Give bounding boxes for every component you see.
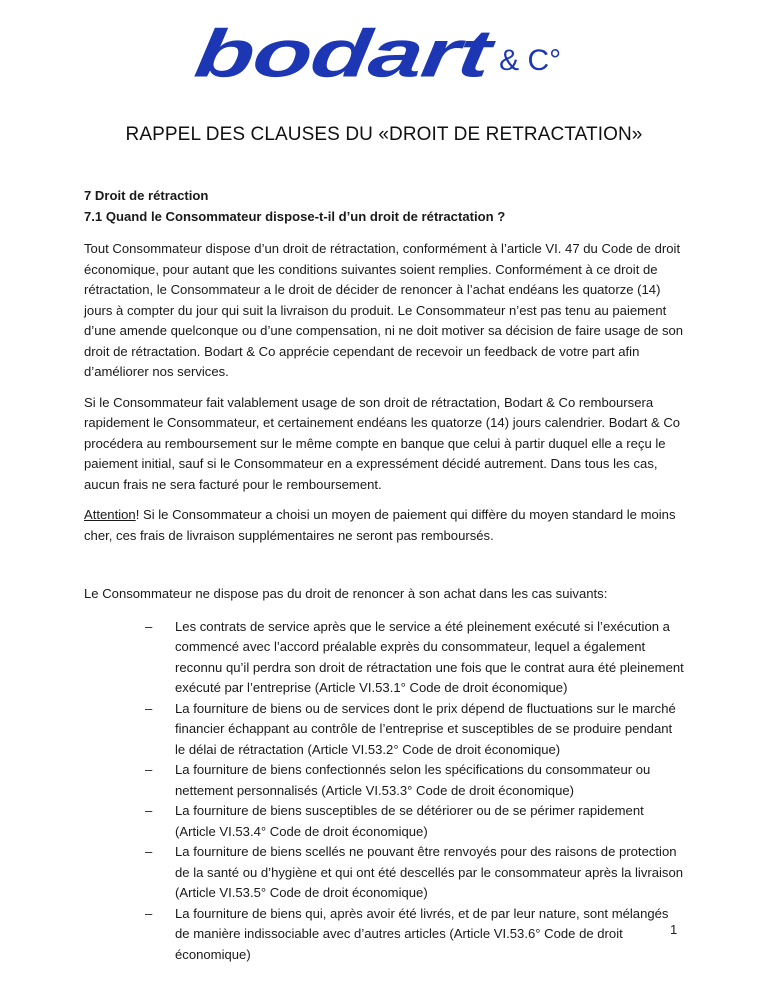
dash-bullet-icon: – <box>145 844 153 859</box>
exclusions-intro: Le Consommateur ne dispose pas du droit de renoncer à son achat dans les cas suivants: <box>84 586 608 601</box>
list-item: – La fourniture de biens qui, après avoir été livrés, et de par leur nature, sont mélangés de manière indissociable avec d’autres articles (Article VI.53.6° Code de droit économique) <box>145 905 669 962</box>
attention-note <box>84 505 684 546</box>
dash-bullet-icon: – <box>145 905 153 921</box>
attention-label: Attention <box>84 507 136 522</box>
list-item: – La fourniture de biens ou de services dont le prix dépend de fluctuations sur le marché financier échappant au contrôle de l’entreprise et susceptibles de se produire pendant le délai de rétractation (Article VI.53.2° Code de droit économique) <box>145 700 676 757</box>
logo-suffix: & C° <box>499 44 562 77</box>
document-body <box>84 186 684 965</box>
list-item: – La fourniture de biens confectionnés selon les spécifications du consommateur ou nettement personnalisés (Article VI.53.3° Code de droit économique) <box>145 762 651 798</box>
company-logo <box>190 10 562 92</box>
attention-text: ! Si le Consommateur a choisi un moyen de paiement qui diffère du moyen standard le moins cher, ces frais de livraison supplémentaires ne seront pas remboursés. <box>84 507 676 543</box>
paragraph-right-of-withdrawal: Tout Consommateur dispose d’un droit de rétractation, conformément à l’article VI. 47 du Code de droit économique, pour autant que les conditions suivantes soient remplies. Conformément à ce droit de rétractation, le Consommateur a le droit de décider de renoncer à l’achat endéans les quatorze (14) jours à compter du jour qui suit la livraison du produit. Le Consommateur n’est pas tenu au paiement d’une amende quelconque ou d’une compensation, ni ne doit motiver sa décision de faire usage de son droit de rétractation. Bodart & Co apprécie cependant de recevoir un feedback de votre part afin d’améliorer nos services. <box>84 241 684 379</box>
section-heading: 7 Droit de rétraction <box>84 188 209 203</box>
paragraph-refund: Si le Consommateur fait valablement usage de son droit de rétractation, Bodart & Co remboursera rapidement le Consommateur, et certainement endéans les quatorze (14) jours calendrier. Bodart & Co procédera au remboursement sur le même compte en banque que celui à partir duquel elle a reçu le paiement initial, sauf si le Consommateur en a expressément décidé autrement. Dans tous les cas, aucun frais ne sera facturé pour le remboursement. <box>84 394 681 492</box>
exclusions-list <box>84 617 684 966</box>
list-item: – Les contrats de service après que le service a été pleinement exécuté si l’exécution a commencé avec l’accord préalable exprès du consommateur, lequel a également reconnu qu’il perdra son droit de rétractation une fois que le contrat aura été pleinement exécuté par l’entreprise (Article VI.53.1° Code de droit économique) <box>145 618 684 695</box>
dash-bullet-icon: – <box>145 762 153 777</box>
document-title: RAPPEL DES CLAUSES DU «DROIT DE RETRACTATION» <box>125 124 643 145</box>
list-item: – La fourniture de biens scellés ne pouvant être renvoyés pour des raisons de protection de la santé ou d’hygiène et qui ont été descellés par le consommateur après la livraison (Article VI.53.5° Code de droit économique) <box>145 844 684 900</box>
list-item: – La fourniture de biens susceptibles de se détériorer ou de se périmer rapidement (Article VI.53.4° Code de droit économique) <box>145 803 644 839</box>
subsection-heading: 7.1 Quand le Consommateur dispose-t-il d’un droit de rétractation ? <box>84 208 506 224</box>
dash-bullet-icon: – <box>145 700 153 716</box>
page-number: 1 <box>670 922 678 937</box>
dash-bullet-icon: – <box>145 618 153 634</box>
logo-wordmark: bodart <box>190 16 495 92</box>
dash-bullet-icon: – <box>145 803 153 818</box>
